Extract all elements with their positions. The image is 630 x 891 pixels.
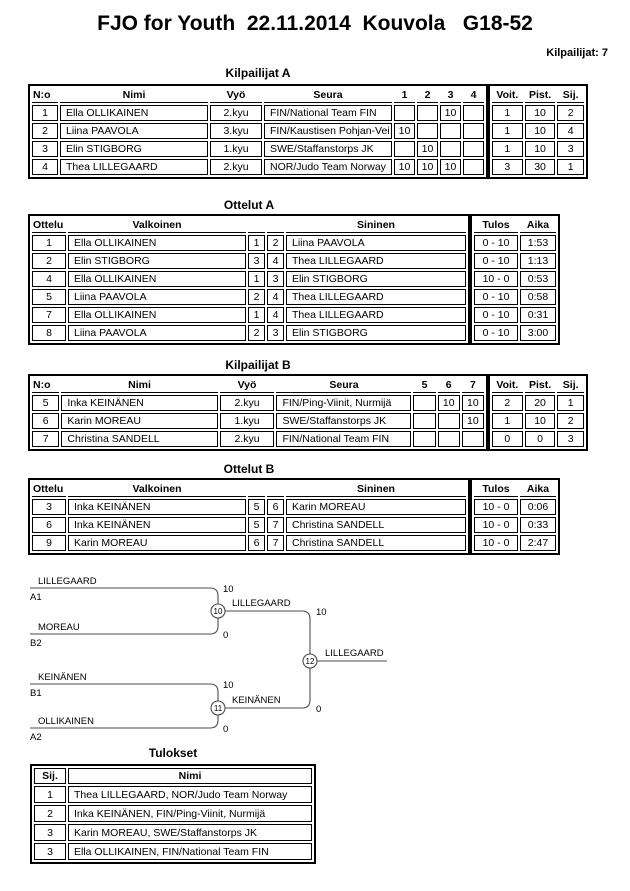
table-cell: 1.kyu <box>220 413 275 429</box>
ottelut-b-tables <box>28 478 560 555</box>
bracket-player: LILLEGAARD <box>38 576 97 587</box>
table-cell: 7 <box>32 307 66 323</box>
header-row <box>32 482 466 497</box>
kilpailijat-b-summary-table <box>488 374 588 451</box>
table-row <box>32 535 466 551</box>
tulokset-table <box>30 764 316 864</box>
table-cell: Karin MOREAU <box>68 535 246 551</box>
table-cell: Thea LILLEGAARD <box>60 159 208 175</box>
table-cell: Christina SANDELL <box>61 431 217 447</box>
table-cell: 1 <box>248 235 265 251</box>
table-cell: 10 <box>417 159 438 175</box>
table-cell: Elin STIGBORG <box>68 253 246 269</box>
column-header: N:o <box>32 378 59 393</box>
section-title-tulokset: Tulokset <box>148 746 198 760</box>
table-cell: 2 <box>248 325 265 341</box>
column-header: Vyö <box>210 88 262 103</box>
table-cell: Inka KEINÄNEN <box>61 395 217 411</box>
table-cell: 4 <box>32 159 58 175</box>
table-row <box>492 141 584 157</box>
column-header: Vyö <box>220 378 275 393</box>
table-cell <box>438 413 460 429</box>
table-row <box>34 824 312 841</box>
table-cell: 10 <box>462 395 484 411</box>
column-header: Sij. <box>557 88 584 103</box>
table-cell: Inka KEINÄNEN, FIN/Ping-Viinit, Nurmijä <box>68 805 312 822</box>
table-cell: FIN/Kaustisen Pohjan-Vei <box>264 123 392 139</box>
table-cell: Elin STIGBORG <box>286 325 466 341</box>
table-cell: FIN/National Team FIN <box>264 105 392 121</box>
column-header <box>248 482 265 497</box>
kilpailijat-a-summary-table <box>488 84 588 179</box>
table-cell: FIN/Ping-Viinit, Nurmijä <box>276 395 411 411</box>
ottelut-a-tables <box>28 214 560 345</box>
section-title-ottelut-a: Ottelut A <box>223 198 275 212</box>
table-cell: 0 <box>525 431 556 447</box>
table-row <box>32 307 466 323</box>
table-cell: 3 <box>557 141 584 157</box>
ottelut-b-summary-table <box>470 478 560 555</box>
bracket-score: 10 <box>223 680 234 691</box>
ottelut-b-main-table <box>28 478 470 555</box>
column-header: Pist. <box>525 88 556 103</box>
elimination-bracket <box>25 562 405 757</box>
table-cell: 10 - 0 <box>474 535 518 551</box>
table-row <box>474 271 556 287</box>
tulokset-tables <box>30 764 316 864</box>
table-cell: Ella OLLIKAINEN <box>68 235 246 251</box>
section-title-kilpailijat-a: Kilpailijat A <box>225 66 291 80</box>
table-cell: 10 <box>462 413 484 429</box>
table-row <box>32 271 466 287</box>
table-row <box>32 413 484 429</box>
table-cell: 3 <box>267 271 284 287</box>
section-title-ottelut-b: Ottelut B <box>223 462 275 476</box>
column-header: Valkoinen <box>68 218 246 233</box>
table-cell: 2.kyu <box>220 431 275 447</box>
table-cell: 10 - 0 <box>474 517 518 533</box>
table-cell: 30 <box>525 159 556 175</box>
table-cell: 6 <box>248 535 265 551</box>
table-row <box>492 413 584 429</box>
table-cell: 3:00 <box>520 325 556 341</box>
bracket-player: MOREAU <box>38 622 80 633</box>
table-row <box>492 105 584 121</box>
table-cell: 2 <box>492 395 523 411</box>
table-cell <box>463 159 484 175</box>
table-cell: 2 <box>248 289 265 305</box>
table-cell <box>440 141 461 157</box>
column-header: Sij. <box>557 378 584 393</box>
bracket-score: 10 <box>316 607 327 618</box>
table-cell <box>394 105 415 121</box>
bracket-seed: B2 <box>30 638 42 649</box>
table-cell: 0:31 <box>520 307 556 323</box>
table-cell: Ella OLLIKAINEN, FIN/National Team FIN <box>68 843 312 860</box>
bracket-seed: A2 <box>30 732 42 743</box>
table-cell: 2 <box>557 413 584 429</box>
table-cell: 1 <box>492 105 523 121</box>
table-cell: 0 - 10 <box>474 289 518 305</box>
bracket-winner: KEINÄNEN <box>232 695 281 706</box>
table-cell: 1:53 <box>520 235 556 251</box>
column-header: 7 <box>462 378 484 393</box>
column-header: Sij. <box>34 768 66 784</box>
table-cell: SWE/Staffanstorps JK <box>264 141 392 157</box>
table-cell <box>394 141 415 157</box>
table-cell: 5 <box>248 517 265 533</box>
column-header: Aika <box>520 218 556 233</box>
table-cell: 4 <box>32 271 66 287</box>
table-cell: 10 - 0 <box>474 499 518 515</box>
bracket-winner: LILLEGAARD <box>232 598 291 609</box>
table-cell: Liina PAAVOLA <box>68 325 246 341</box>
table-cell: 2 <box>34 805 66 822</box>
table-cell: 1 <box>492 141 523 157</box>
column-header: 4 <box>463 88 484 103</box>
bracket-player: OLLIKAINEN <box>38 716 94 727</box>
column-header: Sininen <box>286 218 466 233</box>
table-cell: Liina PAAVOLA <box>286 235 466 251</box>
bracket-line <box>30 588 218 604</box>
kilpailijat-a-tables <box>28 84 588 179</box>
table-cell: 3 <box>32 141 58 157</box>
table-cell: 10 <box>438 395 460 411</box>
match-number: 12 <box>305 657 315 666</box>
table-cell: Inka KEINÄNEN <box>68 499 246 515</box>
table-cell: 9 <box>32 535 66 551</box>
header-row <box>474 218 556 233</box>
table-cell: 6 <box>32 517 66 533</box>
header-row <box>492 378 584 393</box>
table-cell: Thea LILLEGAARD <box>286 253 466 269</box>
table-row <box>474 235 556 251</box>
table-cell: 10 <box>417 141 438 157</box>
column-header: Ottelu <box>32 218 66 233</box>
table-cell: 1:13 <box>520 253 556 269</box>
header-row <box>32 88 484 103</box>
table-row <box>34 805 312 822</box>
table-cell: 6 <box>267 499 284 515</box>
column-header: Nimi <box>60 88 208 103</box>
table-cell: 0:06 <box>520 499 556 515</box>
column-header <box>267 218 284 233</box>
table-cell: 2:47 <box>520 535 556 551</box>
bracket-seed: A1 <box>30 592 42 603</box>
table-cell: 1 <box>248 271 265 287</box>
table-cell: 3 <box>34 843 66 860</box>
table-cell: 10 <box>525 105 556 121</box>
table-cell: 7 <box>32 431 59 447</box>
table-cell: NOR/Judo Team Norway <box>264 159 392 175</box>
table-cell: 3 <box>32 499 66 515</box>
bracket-score: 0 <box>223 724 229 735</box>
table-cell: Ella OLLIKAINEN <box>60 105 208 121</box>
column-header: Voit. <box>492 378 523 393</box>
table-cell: 1 <box>248 307 265 323</box>
table-cell: 8 <box>32 325 66 341</box>
table-cell: Ella OLLIKAINEN <box>68 271 246 287</box>
table-cell: 7 <box>267 517 284 533</box>
table-cell: 10 <box>525 141 556 157</box>
table-row <box>32 159 484 175</box>
bracket-champion: LILLEGAARD <box>325 648 384 659</box>
match-number: 11 <box>213 704 223 713</box>
kilpailijat-a-main-table <box>28 84 488 179</box>
bracket-score: 0 <box>223 630 229 641</box>
column-header: Sininen <box>286 482 466 497</box>
column-header: N:o <box>32 88 58 103</box>
bracket-line <box>30 684 218 701</box>
table-row <box>32 141 484 157</box>
table-cell: 5 <box>248 499 265 515</box>
column-header: Nimi <box>61 378 217 393</box>
ottelut-a-main-table <box>28 214 470 345</box>
table-cell: Thea LILLEGAARD <box>286 307 466 323</box>
table-row <box>474 307 556 323</box>
table-cell: 3 <box>492 159 523 175</box>
table-cell: Liina PAAVOLA <box>60 123 208 139</box>
table-cell: 10 - 0 <box>474 271 518 287</box>
table-cell <box>413 395 435 411</box>
table-cell: 3 <box>267 325 284 341</box>
column-header: 6 <box>438 378 460 393</box>
table-row <box>474 253 556 269</box>
table-cell: 1 <box>492 413 523 429</box>
table-row <box>474 499 556 515</box>
table-cell: 3.kyu <box>210 123 262 139</box>
table-cell: Inka KEINÄNEN <box>68 517 246 533</box>
table-cell: Christina SANDELL <box>286 517 466 533</box>
bracket-score: 0 <box>316 704 322 715</box>
column-header: Nimi <box>68 768 312 784</box>
table-cell: Elin STIGBORG <box>286 271 466 287</box>
table-cell <box>463 105 484 121</box>
table-cell: 1 <box>34 786 66 803</box>
table-row <box>32 325 466 341</box>
section-title-kilpailijat-b: Kilpailijat B <box>225 358 291 372</box>
table-cell: Ella OLLIKAINEN <box>68 307 246 323</box>
column-header: Aika <box>520 482 556 497</box>
table-cell: 0:33 <box>520 517 556 533</box>
table-cell <box>413 431 435 447</box>
table-cell: 1 <box>32 105 58 121</box>
table-cell: 1 <box>557 395 584 411</box>
column-header: Valkoinen <box>68 482 246 497</box>
column-header <box>267 482 284 497</box>
ottelut-a-summary-table <box>470 214 560 345</box>
table-cell: 3 <box>248 253 265 269</box>
table-cell: 0 <box>492 431 523 447</box>
table-cell: 10 <box>525 123 556 139</box>
table-row <box>492 159 584 175</box>
table-row <box>32 395 484 411</box>
table-cell <box>463 123 484 139</box>
table-cell: 1 <box>557 159 584 175</box>
header-row <box>34 768 312 784</box>
table-cell: 2 <box>32 123 58 139</box>
column-header: 3 <box>440 88 461 103</box>
table-row <box>34 843 312 860</box>
page-title: FJO for Youth 22.11.2014 Kouvola G18-52 <box>97 12 533 35</box>
table-cell: 4 <box>267 253 284 269</box>
table-cell: Thea LILLEGAARD <box>286 289 466 305</box>
table-cell <box>413 413 435 429</box>
column-header: Voit. <box>492 88 523 103</box>
table-cell: 10 <box>440 159 461 175</box>
match-number: 10 <box>213 607 223 616</box>
table-row <box>32 253 466 269</box>
column-header: 2 <box>417 88 438 103</box>
column-header: 1 <box>394 88 415 103</box>
column-header: Seura <box>276 378 411 393</box>
table-cell: Karin MOREAU, SWE/Staffanstorps JK <box>68 824 312 841</box>
table-cell: 2.kyu <box>220 395 275 411</box>
table-cell: 2.kyu <box>210 159 262 175</box>
bracket-line <box>225 611 310 654</box>
header-row <box>32 218 466 233</box>
table-row <box>32 499 466 515</box>
table-row <box>32 431 484 447</box>
table-cell: 1 <box>492 123 523 139</box>
table-cell <box>438 431 460 447</box>
header-row <box>474 482 556 497</box>
table-cell: 1.kyu <box>210 141 262 157</box>
table-cell <box>462 431 484 447</box>
header-row <box>492 88 584 103</box>
table-row <box>32 517 466 533</box>
bracket-seed: B1 <box>30 688 42 699</box>
table-cell: 0 - 10 <box>474 253 518 269</box>
table-cell: SWE/Staffanstorps JK <box>276 413 411 429</box>
table-row <box>32 105 484 121</box>
table-cell: 0 - 10 <box>474 235 518 251</box>
table-cell: 0 - 10 <box>474 325 518 341</box>
table-cell: 0:58 <box>520 289 556 305</box>
column-header <box>248 218 265 233</box>
table-row <box>492 395 584 411</box>
table-cell: 5 <box>32 395 59 411</box>
table-cell: 4 <box>267 289 284 305</box>
column-header: 5 <box>413 378 435 393</box>
table-cell: 3 <box>557 431 584 447</box>
table-cell: 7 <box>267 535 284 551</box>
column-header: Tulos <box>474 482 518 497</box>
table-cell: 10 <box>440 105 461 121</box>
table-cell: Thea LILLEGAARD, NOR/Judo Team Norway <box>68 786 312 803</box>
header-row <box>32 378 484 393</box>
table-cell: 4 <box>557 123 584 139</box>
table-cell: 10 <box>525 413 556 429</box>
table-row <box>32 123 484 139</box>
table-row <box>474 517 556 533</box>
kilpailijat-b-main-table <box>28 374 488 451</box>
table-cell: 2.kyu <box>210 105 262 121</box>
bracket-score: 10 <box>223 584 234 595</box>
table-row <box>474 289 556 305</box>
table-row <box>32 289 466 305</box>
table-cell: 3 <box>34 824 66 841</box>
bracket-player: KEINÄNEN <box>38 672 87 683</box>
table-cell: 0:53 <box>520 271 556 287</box>
table-cell: 2 <box>267 235 284 251</box>
table-cell: 20 <box>525 395 556 411</box>
table-row <box>492 431 584 447</box>
table-cell: 5 <box>32 289 66 305</box>
table-cell: 1 <box>32 235 66 251</box>
table-row <box>34 786 312 803</box>
table-cell: Karin MOREAU <box>61 413 217 429</box>
table-row <box>474 535 556 551</box>
table-cell: Christina SANDELL <box>286 535 466 551</box>
column-header: Ottelu <box>32 482 66 497</box>
competitors-count: Kilpailijat: 7 <box>546 47 608 59</box>
table-cell: Elin STIGBORG <box>60 141 208 157</box>
kilpailijat-b-tables <box>28 374 588 451</box>
table-cell <box>417 123 438 139</box>
table-cell: FIN/National Team FIN <box>276 431 411 447</box>
column-header: Pist. <box>525 378 556 393</box>
table-cell <box>440 123 461 139</box>
table-row <box>492 123 584 139</box>
table-row <box>32 235 466 251</box>
table-cell: Liina PAAVOLA <box>68 289 246 305</box>
table-cell: 10 <box>394 159 415 175</box>
table-cell: 2 <box>557 105 584 121</box>
table-cell: 4 <box>267 307 284 323</box>
table-cell: 10 <box>394 123 415 139</box>
table-cell: 2 <box>32 253 66 269</box>
table-cell: Karin MOREAU <box>286 499 466 515</box>
table-cell: 6 <box>32 413 59 429</box>
table-cell <box>463 141 484 157</box>
table-row <box>474 325 556 341</box>
column-header: Tulos <box>474 218 518 233</box>
table-cell <box>417 105 438 121</box>
column-header: Seura <box>264 88 392 103</box>
table-cell: 0 - 10 <box>474 307 518 323</box>
